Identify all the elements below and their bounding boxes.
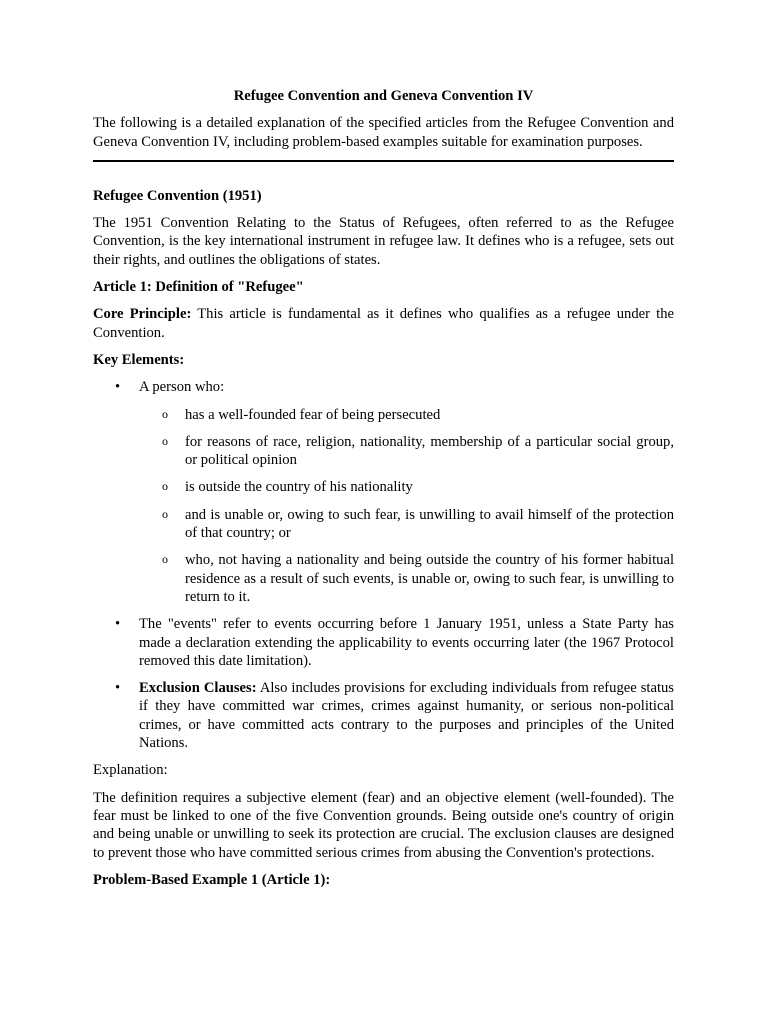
sub-list-item bbox=[139, 433, 674, 470]
list-item-text: Also includes provisions for excluding individuals from refugee status if they have committed war crimes, crimes against humanity, or serious non-political crimes, or have committed acts contrary to the purposes and principles of the United Nations. bbox=[139, 680, 674, 752]
section-intro-paragraph: The 1951 Convention Relating to the Status of Refugees, often referred to as the Refugee Convention, is the key international instrument in refugee law. It defines who is a refugee, sets out their rights, and outlines the obligations of states. bbox=[93, 215, 674, 268]
bullet-icon: • bbox=[115, 680, 121, 697]
key-elements-heading: Key Elements: bbox=[93, 351, 185, 368]
article-heading: Article 1: Definition of "Refugee" bbox=[93, 279, 304, 296]
list-item bbox=[93, 615, 674, 670]
explanation-label: Explanation: bbox=[93, 762, 168, 779]
sub-list-item bbox=[139, 478, 674, 496]
explanation-paragraph: The definition requires a subjective element (fear) and an objective element (well-founded). The fear must be linked to one of the five Convention grounds. Being outside one's country of origin and being unable or unwilling to seek its protection are crucial. The exclusion clauses are designed to prevent those who have committed serious crimes from abusing the Convention's protections. bbox=[93, 789, 674, 861]
horizontal-rule bbox=[93, 160, 674, 162]
sub-list-item bbox=[139, 506, 674, 543]
bullet-icon: • bbox=[115, 616, 121, 633]
core-principle-label: Core Principle: bbox=[93, 306, 192, 323]
core-principle-paragraph bbox=[93, 305, 674, 342]
core-principle-text: This article is fundamental as it defines who qualifies as a refugee under the Convention. bbox=[93, 306, 675, 341]
sub-bullet-icon: o bbox=[162, 506, 168, 521]
document-title: Refugee Convention and Geneva Convention IV bbox=[233, 88, 534, 104]
example-heading: Problem-Based Example 1 (Article 1): bbox=[93, 871, 331, 888]
sub-list-item-text: who, not having a nationality and being outside the country of his former habitual residence as a result of such events, is unable or, owing to such fear, is unwilling to return to it. bbox=[185, 552, 674, 605]
sub-list-item bbox=[139, 551, 674, 606]
sub-list-item-text: has a well-founded fear of being persecuted bbox=[185, 406, 441, 423]
sub-list-item-text: is outside the country of his nationality bbox=[185, 479, 413, 496]
sub-list-item bbox=[139, 406, 674, 424]
exclusion-clauses-label: Exclusion Clauses: bbox=[139, 680, 257, 697]
list-item-text: A person who: bbox=[139, 379, 225, 396]
document-page bbox=[93, 87, 674, 898]
list-item bbox=[93, 378, 674, 606]
section-heading: Refugee Convention (1951) bbox=[93, 187, 262, 204]
list-item bbox=[93, 679, 674, 752]
key-elements-list bbox=[93, 378, 674, 752]
sub-bullet-icon: o bbox=[162, 433, 168, 448]
sub-list-item-text: and is unable or, owing to such fear, is unwilling to avail himself of the protection of that country; or bbox=[185, 506, 674, 542]
list-item-text: The "events" refer to events occurring before 1 January 1951, unless a State Party has made a declaration extending the applicability to events occurring later (the 1967 Protocol removed this date limitation). bbox=[139, 616, 674, 669]
sub-bullet-icon: o bbox=[162, 552, 168, 567]
bullet-icon: • bbox=[115, 379, 121, 396]
intro-paragraph: The following is a detailed explanation of the specified articles from the Refugee Convention and Geneva Convention IV, including problem-based examples suitable for examination purposes. bbox=[93, 115, 674, 150]
sub-bullet-icon: o bbox=[162, 479, 168, 494]
sub-list-item-text: for reasons of race, religion, nationality, membership of a particular social group, or political opinion bbox=[185, 433, 674, 469]
sub-bullet-icon: o bbox=[162, 406, 168, 421]
sub-list bbox=[139, 406, 674, 607]
